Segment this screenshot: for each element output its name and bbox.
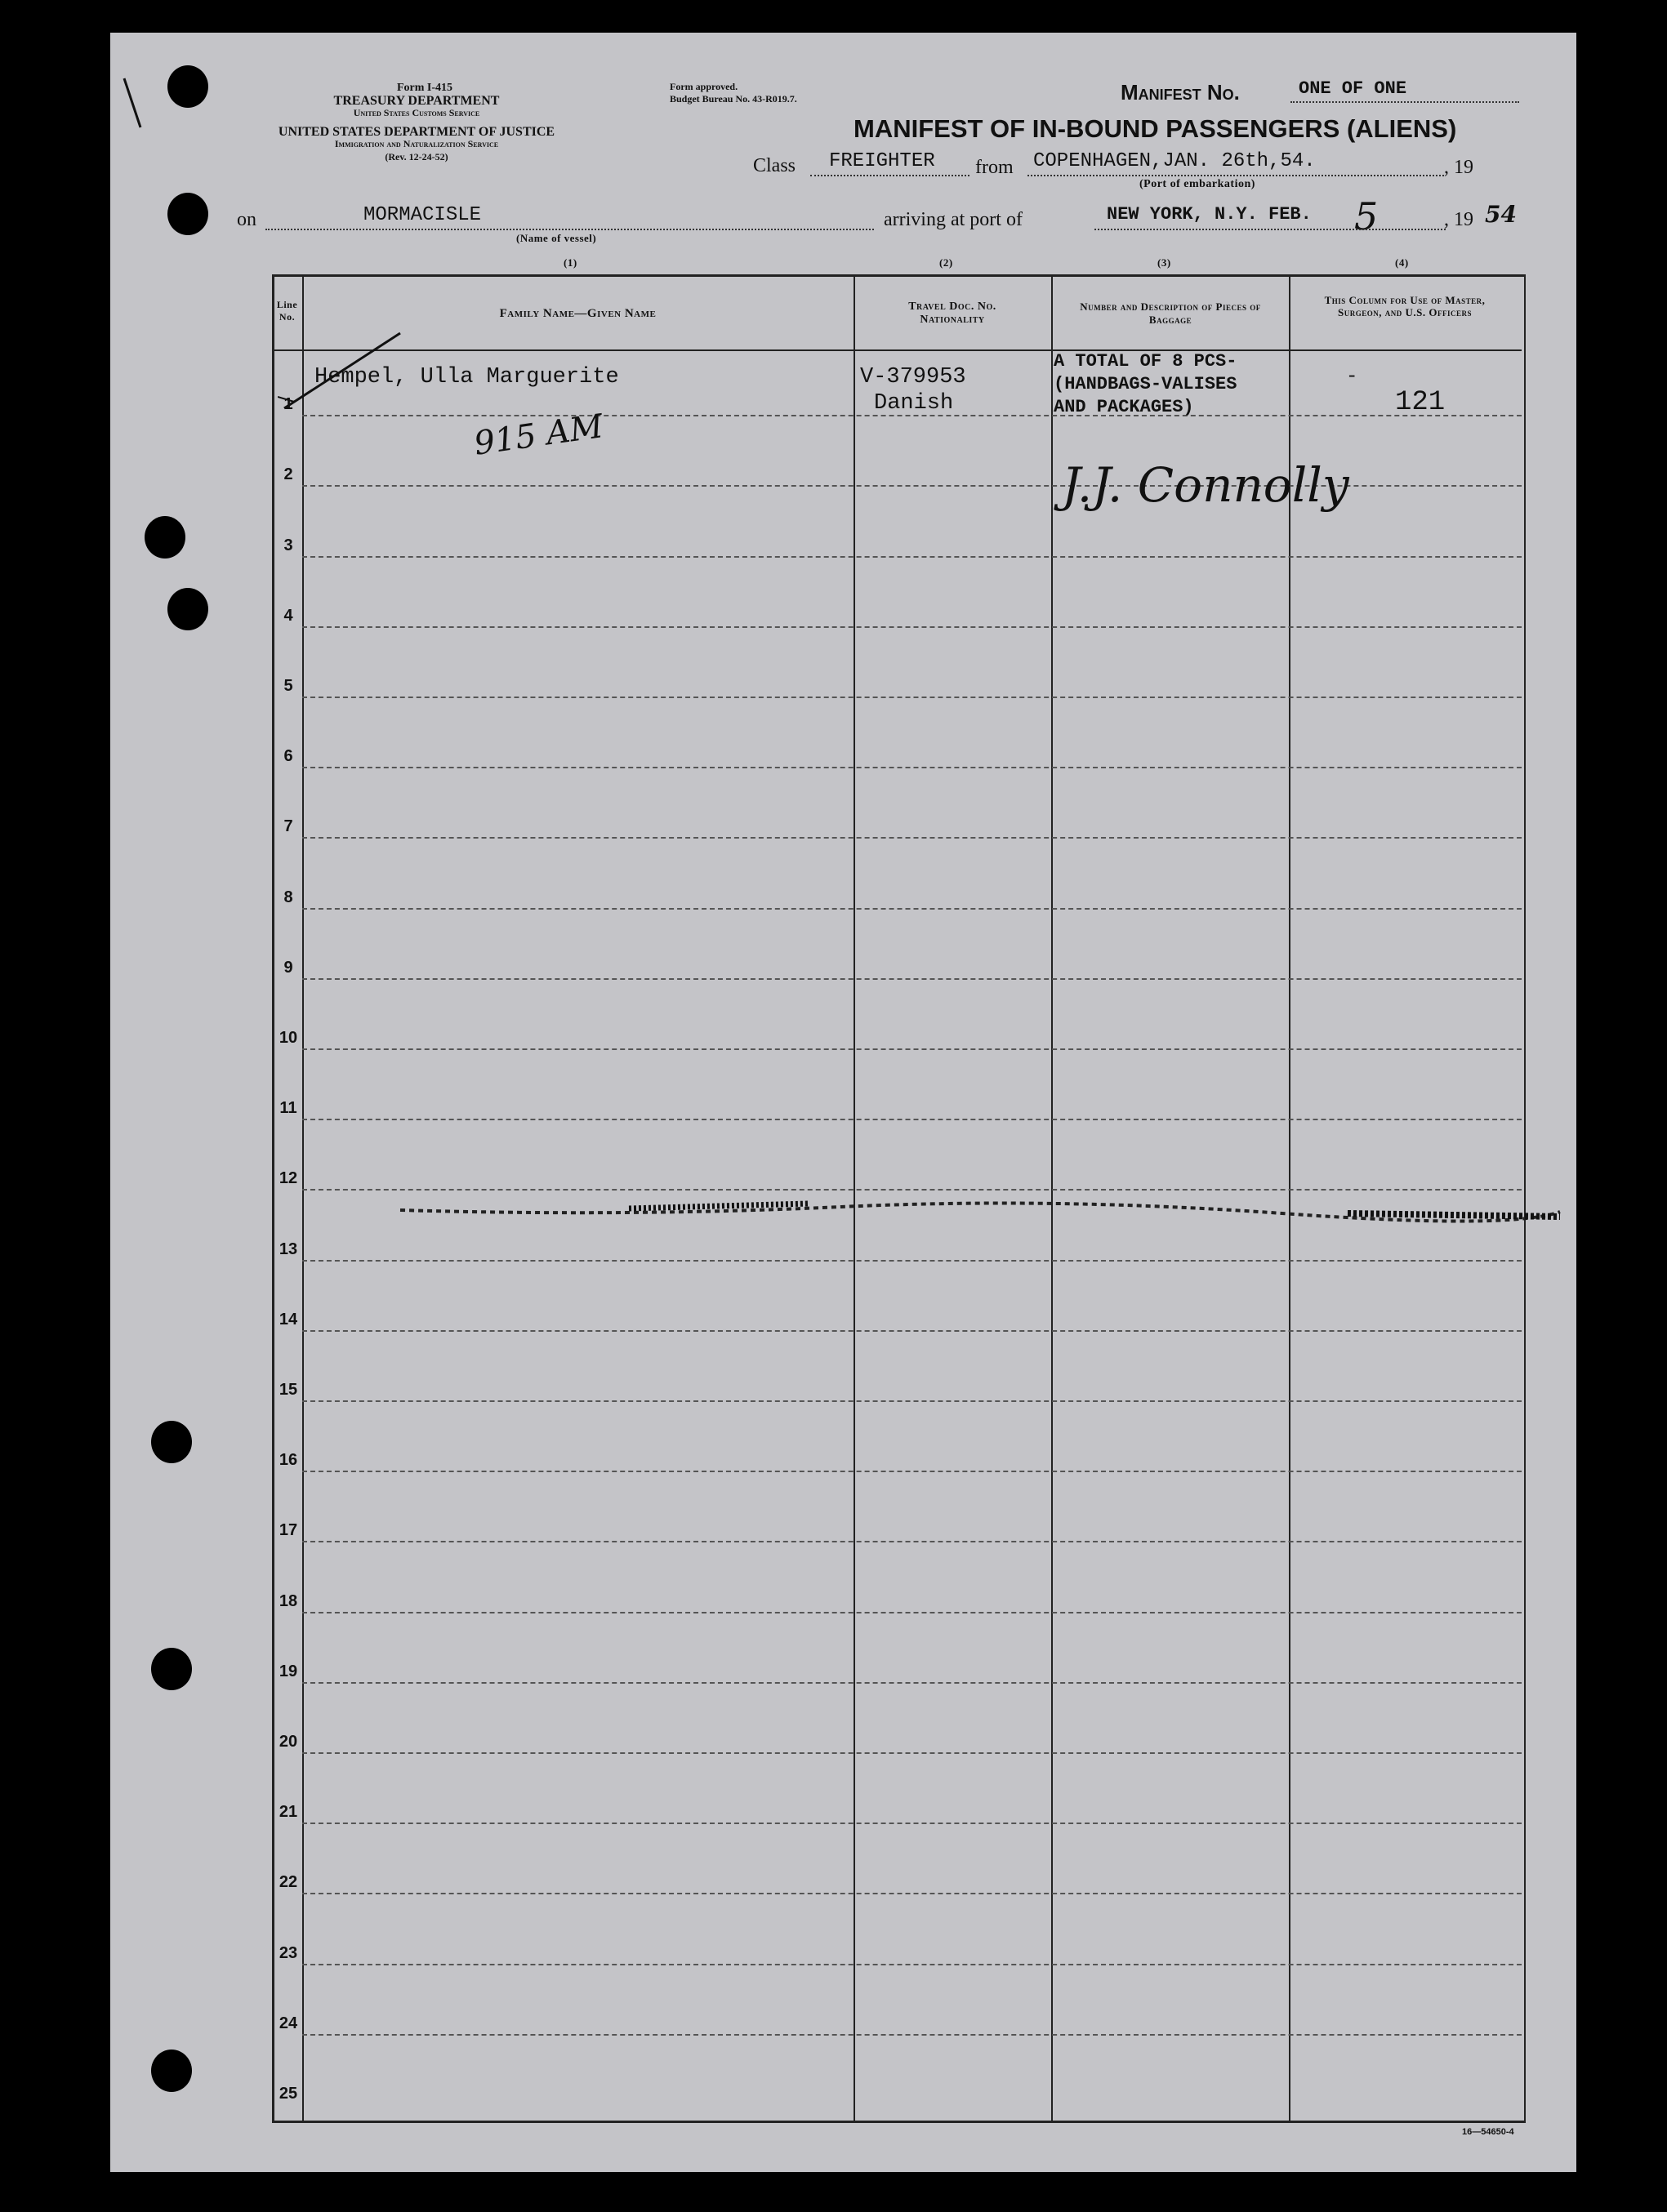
row-rule [302, 978, 1522, 980]
customs-service: United States Customs Service [353, 107, 480, 118]
line-number: 8 [283, 888, 293, 906]
year-label-2: , 19 [1444, 209, 1473, 230]
baggage-line-2: (HANDBAGS-VALISES [1054, 374, 1237, 394]
time-note: 915 AM [471, 407, 606, 463]
line-number: 4 [283, 606, 293, 625]
line-number: 1 [283, 395, 293, 414]
form-number: Form I-415 [396, 82, 453, 94]
checkmark-stroke [278, 327, 425, 416]
row-rule [302, 1612, 1522, 1613]
arrival-underline [1094, 229, 1446, 230]
line-number: 18 [279, 1591, 298, 1610]
line-number: 11 [279, 1099, 297, 1118]
manifest-value: ONE OF ONE [1299, 78, 1407, 99]
line-number: 20 [279, 1733, 298, 1751]
ins-service: Immigration and Naturalization Service [334, 138, 499, 149]
class-label: Class [753, 155, 796, 176]
arriving-label: arriving at port of [884, 209, 1023, 230]
footer-code: 16—54650-4 [1462, 2127, 1514, 2137]
row-rule [302, 1752, 1522, 1754]
class-value: FREIGHTER [829, 150, 935, 172]
from-value: COPENHAGEN,JAN. 26th,54. [1033, 150, 1316, 172]
arrival-day-value: 5 [1354, 194, 1379, 238]
row-rule [302, 1893, 1522, 1894]
line-number: 24 [279, 2014, 298, 2032]
header-travel: Travel Doc. No. Nationality [908, 300, 996, 326]
header-baggage: Number and Description of Pieces of Baggage [1080, 300, 1261, 326]
line-number: 13 [279, 1240, 298, 1258]
col-number-1: (1) [564, 256, 577, 269]
nationality: Danish [874, 391, 954, 416]
line-number: 5 [283, 677, 293, 695]
port-embark-caption: (Port of embarkation) [1139, 178, 1255, 190]
passenger-name: Hempel, Ulla Marguerite [314, 365, 619, 389]
officer-signature: J.J. Connolly [1062, 457, 1349, 513]
line-number: 9 [283, 958, 293, 977]
revision-date: (Rev. 12-24-52) [385, 151, 448, 162]
line-number: 7 [283, 817, 293, 836]
vessel-caption: (Name of vessel) [516, 232, 597, 244]
row-rule [302, 908, 1522, 910]
line-number: 21 [279, 1803, 298, 1822]
line-number: 16 [279, 1451, 298, 1470]
travel-doc-number: V-379953 [860, 365, 966, 389]
line-number: 10 [279, 1029, 298, 1047]
from-label: from [975, 157, 1014, 178]
justice-dept: UNITED STATES DEPARTMENT OF JUSTICE [278, 125, 555, 139]
officer-dash: - [1346, 366, 1358, 388]
form-approved: Form approved. [670, 81, 738, 92]
row-rule [302, 2034, 1522, 2036]
row-rule [302, 1119, 1522, 1120]
col-number-3: (3) [1157, 256, 1171, 269]
line-number: 23 [279, 1943, 298, 1962]
binder-hole [151, 2050, 192, 2092]
officer-number: 121 [1395, 387, 1446, 418]
binder-hole [167, 193, 208, 235]
binder-hole [151, 1421, 192, 1463]
binder-hole [167, 588, 208, 630]
vessel-value: MORMACISLE [363, 204, 482, 226]
col-number-4: (4) [1395, 256, 1409, 269]
line-number: 19 [279, 1662, 298, 1680]
row-rule [302, 1682, 1522, 1684]
header-line-no: Line No. [276, 299, 298, 323]
row-rule [302, 626, 1522, 628]
budget-bureau: Budget Bureau No. 43-R019.7. [670, 93, 797, 105]
row-rule [302, 556, 1522, 558]
binder-hole [145, 516, 185, 559]
treasury-dept: TREASURY DEPARTMENT [333, 94, 500, 108]
manifest-label: Manifest No. [1121, 80, 1240, 105]
col-number-2: (2) [939, 256, 953, 269]
row-rule [302, 767, 1522, 768]
line-number: 14 [279, 1310, 298, 1329]
line-number: 22 [279, 1873, 298, 1892]
row-rule [302, 837, 1522, 839]
row-rule [302, 1541, 1522, 1542]
from-underline [1027, 175, 1444, 176]
row-rule [302, 1471, 1522, 1472]
margin-tick [121, 75, 145, 132]
baggage-line-1: A TOTAL OF 8 PCS- [1054, 351, 1237, 372]
arrival-port-value: NEW YORK, N.Y. FEB. [1107, 204, 1312, 225]
vessel-underline [265, 229, 874, 230]
header-bottom-rule [272, 349, 1522, 351]
baggage-line-3: AND PACKAGES) [1054, 397, 1194, 417]
row-rule [302, 1400, 1522, 1402]
line-number: 17 [279, 1521, 298, 1540]
manifest-underline [1290, 101, 1519, 103]
line-number: 12 [279, 1169, 298, 1188]
line-number: 6 [283, 747, 293, 766]
row-rule [302, 1823, 1522, 1824]
page-title: MANIFEST OF IN-BOUND PASSENGERS (ALIENS) [854, 114, 1457, 143]
row-rule [302, 697, 1522, 698]
line-number: 25 [279, 2085, 298, 2103]
row-rule [302, 1964, 1522, 1965]
header-name: Family Name—Given Name [499, 307, 657, 320]
line-number: 15 [279, 1381, 298, 1399]
row-rule [302, 1260, 1522, 1262]
year-label-1: , 19 [1444, 157, 1473, 178]
row-rule [302, 1189, 1522, 1191]
line-number: 3 [283, 536, 293, 554]
line-number: 2 [283, 465, 293, 484]
row-rule [302, 1330, 1522, 1332]
binder-hole [151, 1648, 192, 1690]
header-officers: This Column for Use of Master, Surgeon, and U.S. Officers [1324, 294, 1486, 318]
year-value-2: 54 [1485, 201, 1517, 228]
binder-hole [167, 65, 208, 108]
class-underline [810, 175, 969, 176]
fold-crease [384, 1192, 1568, 1233]
on-label: on [237, 209, 256, 230]
row-rule [302, 1048, 1522, 1050]
